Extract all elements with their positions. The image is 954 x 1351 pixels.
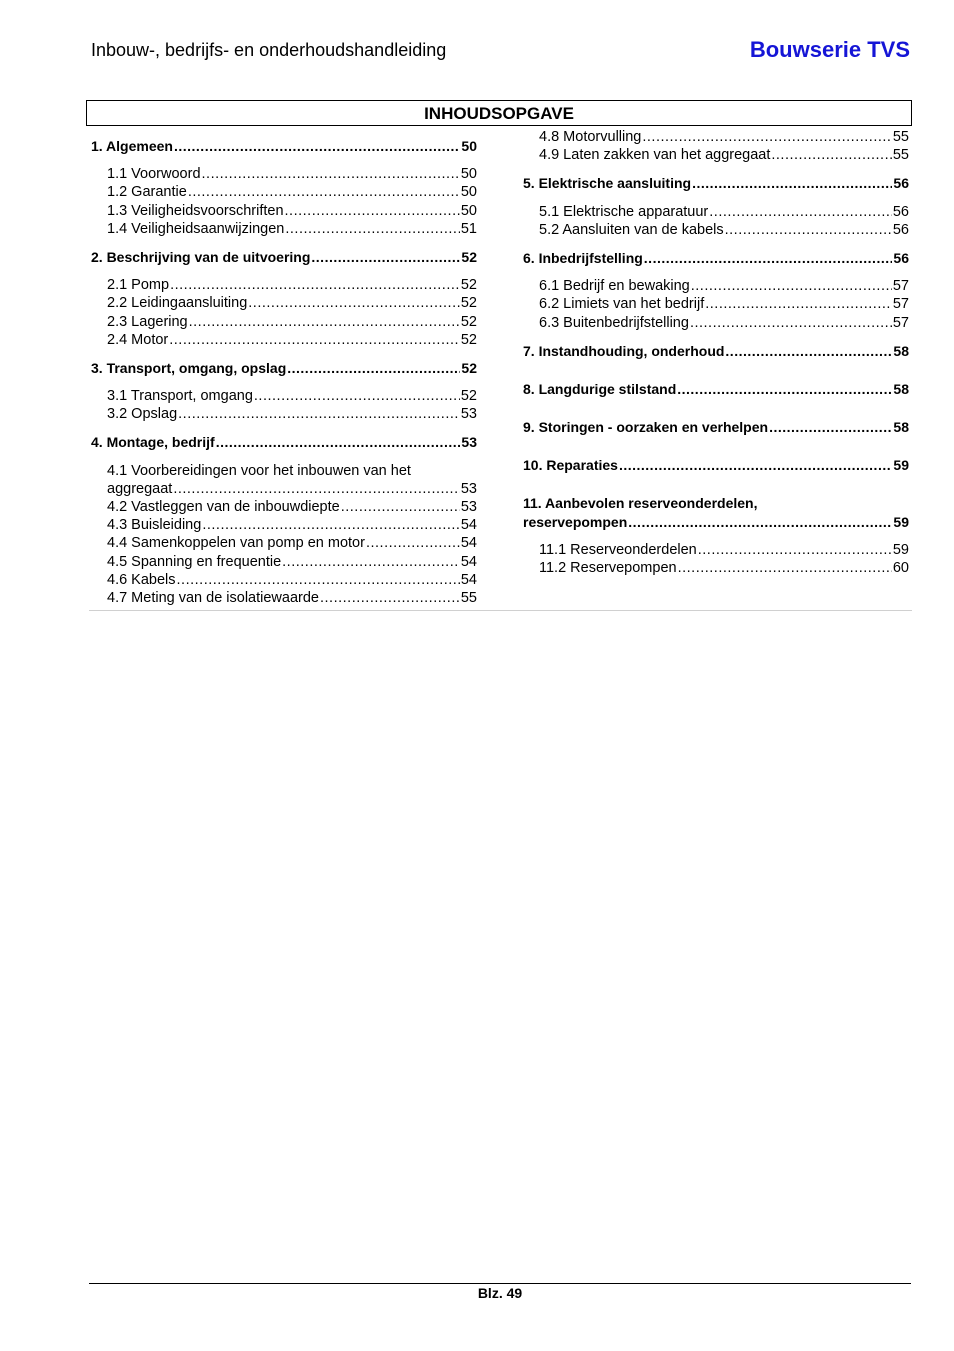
toc-entry-page: 56 [893,249,909,266]
toc-entry[interactable] [523,128,909,146]
toc-entry[interactable] [523,559,909,577]
toc-entry-page: 57 [892,314,909,331]
toc-entry[interactable] [523,456,909,474]
toc-entry-title: 3.1 Transport, omgang [107,388,253,405]
toc-entry-title: 1.1 Voorwoord [107,166,201,183]
toc-entry[interactable] [523,203,909,221]
toc-entry-title: 4.5 Spanning en frequentie [107,553,282,570]
toc-entry[interactable] [523,249,909,267]
toc-column-right [523,128,909,577]
toc-leader [769,418,892,436]
toc-entry-page: 58 [893,419,909,436]
toc-leader [771,146,891,164]
toc-leader [188,183,460,201]
toc-entry-page: 52 [461,359,477,376]
toc-entry-page: 52 [460,331,477,348]
toc-entry[interactable] [523,342,909,360]
toc-leader [692,174,892,192]
toc-leader [202,516,460,534]
toc-entry-page: 50 [460,202,477,219]
toc-entry[interactable] [523,277,909,295]
toc-leader [285,220,460,238]
document-title: Inbouw-, bedrijfs- en onderhoudshandleiding [91,40,447,60]
toc-entry-title: aggregaat [107,480,173,497]
toc-leader [677,380,892,398]
toc-entry[interactable] [523,380,909,398]
toc-entry-page: 56 [892,221,909,238]
toc-entry-title: 1.3 Veiligheidsvoorschriften [107,202,284,219]
toc-leader [216,433,461,451]
toc-entry-page: 50 [461,138,477,154]
toc-entry-title: 4. Montage, bedrijf [91,434,215,451]
toc-entry-title: 1.4 Veiligheidsaanwijzingen [107,220,285,237]
toc-entry-page: 55 [892,129,909,145]
toc-entry-page: 54 [460,535,477,552]
toc-entry-page: 59 [893,457,909,474]
toc-leader [254,387,460,405]
toc-entry-title: 4.3 Buisleiding [107,517,202,534]
toc-entry-title: 3.2 Opslag [107,406,178,423]
toc-entry-page: 52 [460,277,477,294]
toc-entry-page: 58 [893,380,909,397]
toc-leader [725,342,892,360]
toc-entry[interactable] [91,498,477,516]
toc-entry[interactable] [91,387,477,405]
toc-entry[interactable] [91,331,477,349]
toc-column-left [91,128,477,607]
toc-leader [248,294,460,312]
toc-leader [678,559,892,577]
toc-leader [644,249,893,267]
toc-leader [282,553,460,571]
toc-entry-page: 53 [460,406,477,423]
toc-entry-title: 3. Transport, omgang, opslag [91,359,287,376]
toc-entry-title: reservepompen [523,513,628,530]
toc-leader [698,541,892,559]
toc-leader [189,313,460,331]
toc-entry-line[interactable]: 4.1 Voorbereidingen voor het inbouwen van het [107,462,411,479]
toc-entry-title: 2.3 Lagering [107,313,188,330]
toc-leader [691,277,892,295]
toc-entry[interactable] [91,405,477,423]
toc-entry[interactable] [91,359,477,377]
toc-entry[interactable] [523,314,909,332]
toc-entry-page: 50 [460,166,477,183]
toc-entry[interactable] [91,553,477,571]
toc-heading: INHOUDSOPGAVE [86,100,912,126]
toc-entry-page: 56 [893,175,909,192]
toc-leader [169,331,460,349]
toc-entry-page: 52 [460,313,477,330]
toc-entry-page: 52 [460,388,477,405]
toc-entry[interactable] [91,589,477,607]
toc-entry-title: 1.2 Garantie [107,184,187,201]
toc-entry[interactable] [523,221,909,239]
toc-entry-page: 51 [460,220,477,237]
series-title: Bouwserie TVS [749,37,910,62]
toc-entry-title: 7. Instandhouding, onderhoud [523,342,725,359]
toc-entry[interactable] [91,276,477,294]
toc-entry-line[interactable]: 11. Aanbevolen reserveonderdelen, [523,495,758,512]
toc-entry[interactable] [91,516,477,534]
toc-leader [709,203,892,221]
toc-leader [174,137,460,155]
toc-entry[interactable] [523,295,909,313]
toc-entry[interactable] [91,480,477,498]
toc-entry-title: 9. Storingen - oorzaken en verhelpen [523,419,769,436]
toc-entry[interactable] [91,137,477,155]
toc-leader [619,456,892,474]
toc-entry-title: 4.7 Meting van de isolatiewaarde [107,589,319,606]
toc-entry-page: 59 [893,513,909,530]
toc-bottom-divider [89,610,912,611]
toc-entry-title: 6.3 Buitenbedrijfstelling [539,314,689,331]
toc-entry-title: 6.2 Limiets van het bedrijf [539,296,705,313]
toc-entry-page: 54 [460,517,477,534]
toc-leader [725,221,892,239]
toc-entry-page: 52 [460,295,477,312]
toc-entry-page: 53 [460,499,477,515]
toc-leader [173,480,460,498]
toc-entry-title: 2.1 Pomp [107,277,170,294]
toc-entry-title: 4.4 Samenkoppelen van pomp en motor [107,535,365,552]
footer-divider [89,1283,911,1284]
toc-leader [628,513,892,531]
toc-entry-page: 50 [460,184,477,201]
toc-entry[interactable] [91,294,477,312]
toc-entry-page: 57 [892,278,909,295]
toc-entry-page: 58 [893,342,909,359]
toc-leader [170,276,460,294]
toc-entry[interactable] [91,534,477,552]
toc-leader [366,534,460,552]
toc-leader [705,295,892,313]
toc-entry-page: 53 [461,434,477,451]
toc-entry-title: 11.1 Reserveonderdelen [539,541,697,558]
toc-entry[interactable] [91,165,477,183]
toc-entry[interactable] [91,183,477,201]
toc-entry[interactable] [523,418,909,436]
toc-entry-title: 10. Reparaties [523,457,618,474]
toc-entry-title: 4.8 Motorvulling [539,129,642,145]
toc-entry-title: 2. Beschrijving van de uitvoering [91,248,311,265]
toc-entry-title: 6.1 Bedrijf en bewaking [539,278,690,295]
toc-entry[interactable] [523,174,909,192]
toc-entry[interactable] [91,313,477,331]
toc-entry-page: 60 [892,560,909,576]
toc-leader [311,248,460,266]
toc-entry-title: 11.2 Reservepompen [539,560,677,576]
toc-entry-page: 54 [460,571,477,588]
toc-entry-title: 4.9 Laten zakken van het aggregaat [539,147,771,164]
toc-entry-title: 5.2 Aansluiten van de kabels [539,221,724,238]
toc-entry-title: 8. Langdurige stilstand [523,380,677,397]
toc-entry-title: 4.2 Vastleggen van de inbouwdiepte [107,499,340,515]
toc-entry[interactable] [91,248,477,266]
toc-leader [690,314,892,332]
toc-entry-title: 6. Inbedrijfstelling [523,249,643,266]
toc-entry-page: 55 [460,589,477,606]
toc-entry-title: 5. Elektrische aansluiting [523,175,692,192]
toc-leader [320,589,460,607]
toc-leader [202,165,460,183]
toc-entry-page: 55 [892,147,909,164]
toc-entry-page: 52 [461,248,477,265]
toc-leader [285,202,460,220]
toc-entry-title: 2.2 Leidingaansluiting [107,295,248,312]
toc-entry[interactable] [91,433,477,451]
toc-entry-title: 1. Algemeen [91,138,173,154]
toc-entry[interactable] [523,146,909,164]
toc-leader [178,405,460,423]
page-number: Blz. 49 [477,1285,523,1301]
toc-entry-page: 54 [460,553,477,570]
toc-entry[interactable] [523,541,909,559]
toc-entry[interactable] [91,571,477,589]
toc-entry-title: 2.4 Motor [107,331,169,348]
toc-entry-page: 56 [892,203,909,220]
toc-entry-title: 5.1 Elektrische apparatuur [539,203,709,220]
toc-leader [341,498,460,516]
toc-leader [642,128,892,146]
toc-leader [287,359,460,377]
toc-entry-page: 57 [892,296,909,313]
toc-entry[interactable] [91,202,477,220]
toc-entry-title: 4.6 Kabels [107,571,176,588]
toc-entry-page: 59 [892,541,909,558]
toc-entry[interactable] [523,513,909,531]
toc-entry[interactable] [91,220,477,238]
toc-entry-page: 53 [460,480,477,497]
toc-leader [177,571,460,589]
